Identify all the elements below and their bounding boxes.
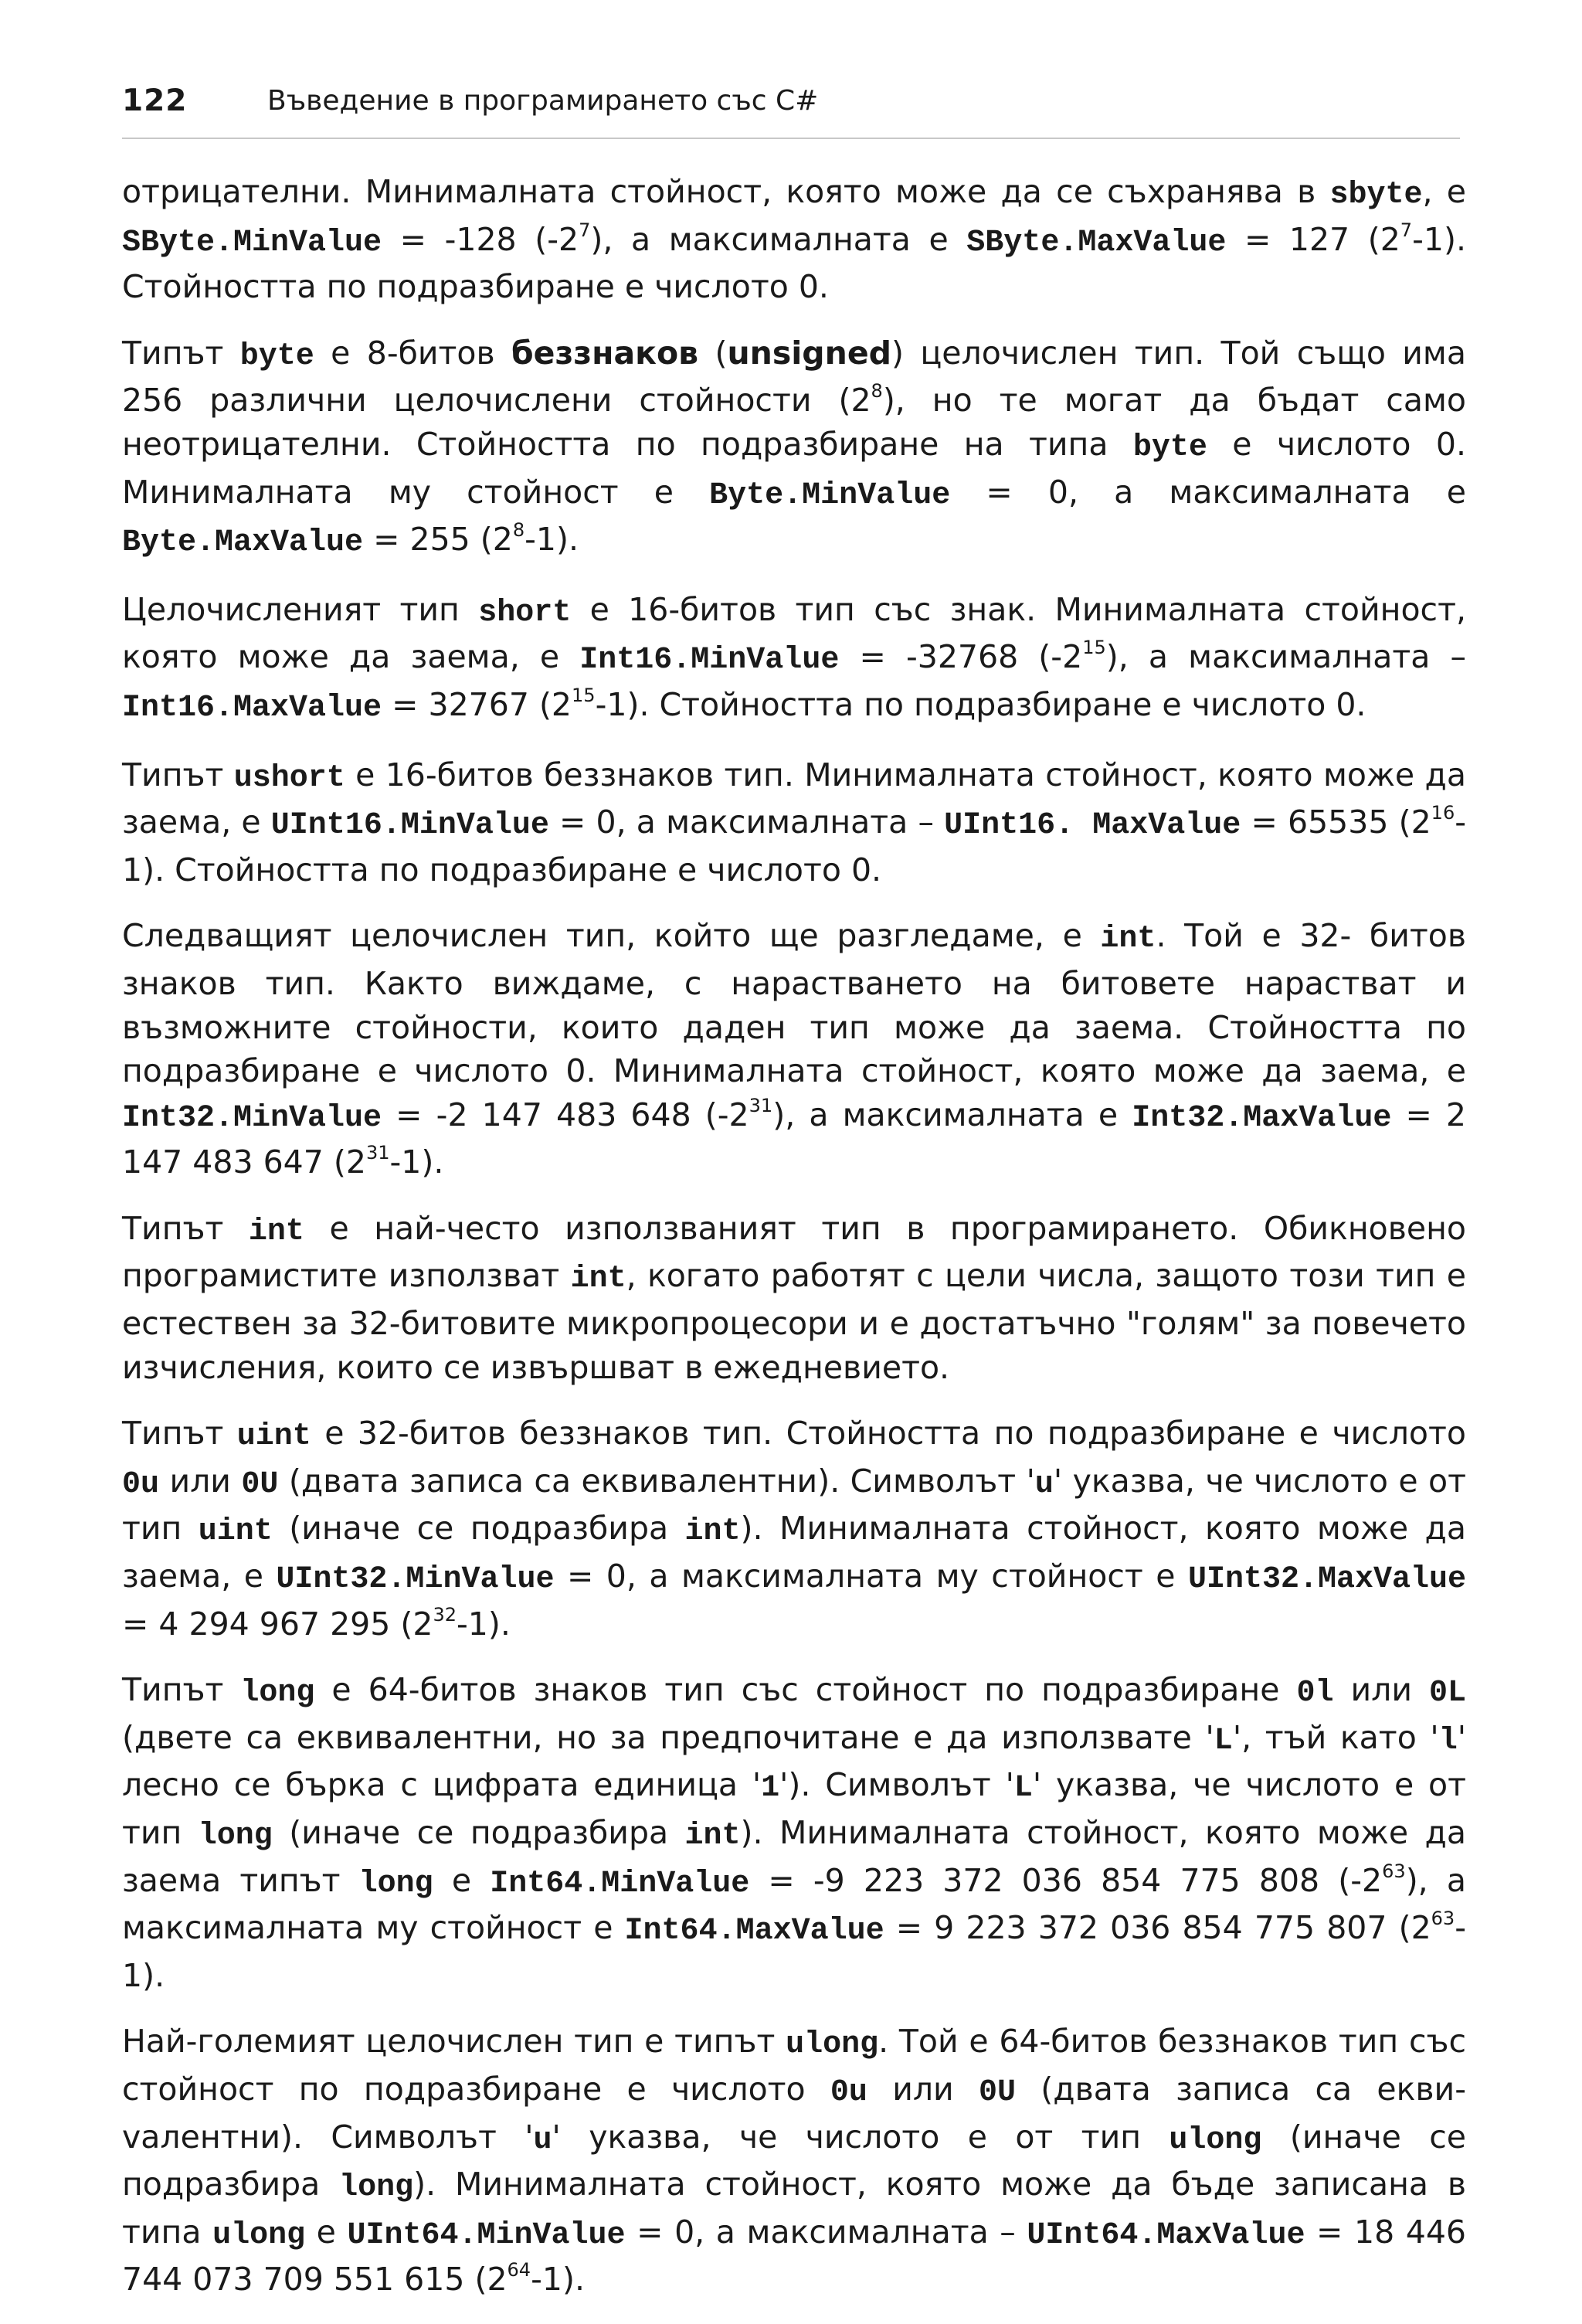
inline-code: 0u (830, 2074, 867, 2110)
inline-code: Int16.MaxValue (122, 690, 382, 725)
text-run: ), а максималната е (590, 220, 967, 258)
text-run: Типът (122, 756, 234, 793)
superscript-exponent: 15 (1082, 637, 1106, 659)
text-run: (иначе се подразбира (272, 1814, 685, 1851)
text-run: е числото 0. Минималната му стойност е (122, 425, 1466, 511)
inline-code: int (1100, 922, 1156, 957)
page-body (122, 170, 1466, 2324)
text-run: = 18 446 744 073 709 551 615 (2 (122, 2213, 1466, 2299)
inline-code: long (198, 1819, 273, 1853)
inline-code: byte (239, 338, 314, 374)
superscript-exponent: 15 (572, 684, 596, 706)
paragraph (122, 331, 1466, 566)
text-run: ). Минималната стойност, която може да заема типът (122, 1814, 1466, 1899)
text-run: ) целочислен тип. Той също има 256 различни целочислени стойности (2 (122, 334, 1466, 420)
text-run: е най-често използваният тип в програмирането. Обикновено програмистите използват (122, 1209, 1466, 1295)
text-run: (иначе се подразбира (122, 2118, 1466, 2203)
text-run: ). Минималната стойност, която може да заема, е (122, 1510, 1466, 1595)
text-run: . Той е 32- битов знаков тип. Както виждаме, с нарастването на битовете нарастват и възможните стойности, които даден тип може да заема. Стойността по подразбиране е числото 0. Минималната стойност, която може да заема, е (122, 917, 1466, 1090)
page-number: 122 (122, 83, 188, 118)
text-run: = 0, а максималната му стойност е (554, 1558, 1188, 1595)
inline-code: int (248, 1214, 304, 1249)
text-run: е 8-битов (314, 334, 512, 372)
text-run: = -2 147 483 648 (-2 (382, 1096, 749, 1133)
paragraph (122, 1207, 1466, 1389)
text-run: -1). Стойността по подразбиране е числото 0. (122, 804, 1467, 888)
inline-code: int (570, 1262, 626, 1297)
inline-code: long (339, 2170, 414, 2206)
text-run: е 64-битов знаков тип със стойност по подразбиране (314, 1671, 1297, 1709)
inline-code: sbyte (1329, 178, 1423, 212)
text-run: , когато работят с цели числа, защото този тип е естествен за 32-битовите микропроцесори и е достатъчно "голям" за повечето изчисления, които се извършват в ежедневието. (122, 1257, 1466, 1386)
superscript-exponent: 64 (507, 2259, 531, 2282)
inline-code: 0l (1296, 1676, 1334, 1711)
inline-code: L (1214, 1723, 1233, 1758)
text-run: = 0, а максималната – (625, 2213, 1027, 2251)
inline-code: uint (198, 1514, 273, 1550)
inline-code: 0u (122, 1466, 160, 1502)
superscript-exponent: 63 (1431, 1908, 1455, 1930)
inline-code: Byte.MinValue (709, 477, 951, 513)
inline-code: Int32.MinValue (122, 1100, 382, 1136)
text-run: отрицателни. Минималната стойност, която може да се съхранява в (122, 173, 1330, 210)
text-run: (двата записа са еквивалентни). Символът ' (278, 1462, 1035, 1500)
paragraph (122, 588, 1466, 731)
paragraph (122, 914, 1466, 1184)
text-run: -1). (457, 1605, 511, 1643)
inline-code: L (1013, 1771, 1033, 1806)
inline-code: ushort (233, 760, 345, 796)
inline-code: 1 (761, 1771, 780, 1806)
bold-term: беззнаков (511, 334, 699, 372)
inline-code: short (478, 595, 572, 630)
inline-code: UInt64.MaxValue (1027, 2217, 1305, 2253)
inline-code: UInt32.MinValue (276, 1562, 555, 1598)
inline-code: int (684, 1514, 741, 1550)
inline-code: u (533, 2122, 552, 2158)
text-run: = 65535 (2 (1241, 804, 1431, 841)
text-run: = 32767 (2 (382, 685, 572, 723)
inline-code: UInt64.MinValue (347, 2217, 626, 2253)
paragraph (122, 170, 1466, 309)
text-run: -1). (531, 2261, 585, 2299)
text-run: ' указва, че числото е от тип (122, 1766, 1466, 1851)
inline-code: ulong (212, 2217, 306, 2253)
text-run: . Той е 64-битов беззнаков тип със стойност по подразбиране е числото (122, 2023, 1466, 2108)
text-run: Типът (122, 1671, 241, 1709)
inline-code: byte (1132, 430, 1207, 465)
text-run: -1). Стойността по подразбиране е числото 0. (595, 685, 1366, 723)
inline-code: Int64.MinValue (490, 1866, 750, 1901)
text-run: (двата записа са еквиvалентни). Символът ' (122, 2070, 1466, 2156)
text-run: Типът (122, 1209, 249, 1247)
inline-code: UInt16.MinValue (270, 808, 549, 844)
text-run: (двете са еквивалентни, но за предпочитане е да използвате ' (122, 1718, 1214, 1756)
inline-code: int (684, 1819, 741, 1853)
text-run: = 0, а максималната – (548, 804, 945, 841)
text-run: = -128 (-2 (382, 220, 579, 258)
text-run: = -32768 (-2 (839, 638, 1083, 676)
superscript-exponent: 7 (579, 219, 591, 241)
superscript-exponent: 63 (1382, 1860, 1406, 1882)
text-run: = 2 147 483 647 (2 (122, 1096, 1467, 1181)
text-run: (иначе се подразбира (272, 1510, 685, 1548)
text-run: ' лесно се бърка с цифрата единица ' (122, 1718, 1466, 1804)
inline-code: l (1438, 1723, 1458, 1758)
paragraph (122, 1412, 1466, 1646)
text-run: -1). (122, 1909, 1466, 1994)
inline-code: ulong (786, 2027, 879, 2063)
text-run: е (305, 2213, 348, 2251)
text-run: ' указва, че числото е от тип (122, 1462, 1466, 1548)
text-run: ). Минималната стойност, която може да бъде записана в типа (122, 2166, 1466, 2251)
bold-term: unsigned (727, 334, 891, 372)
inline-code: UInt32.MaxValue (1187, 1562, 1466, 1598)
text-run: = 127 (2 (1226, 220, 1400, 258)
text-run: = -9 223 372 036 854 775 808 (-2 (749, 1861, 1383, 1899)
paragraph (122, 2020, 1466, 2302)
text-run: Типът (122, 334, 240, 372)
book-title: Въведение в програмирането със C# (267, 85, 819, 117)
text-run: -1). Стойността по подразбиране е числото 0. (122, 220, 1466, 306)
text-run: = 0, а максималната е (950, 473, 1466, 511)
text-run: е (433, 1861, 491, 1899)
text-run: , е (1422, 173, 1466, 210)
inline-code: u (1034, 1466, 1054, 1502)
inline-code: long (240, 1676, 315, 1711)
text-run: или (867, 2070, 979, 2108)
superscript-exponent: 31 (365, 1142, 390, 1164)
inline-code: 0U (241, 1466, 279, 1502)
paragraph (122, 1668, 1466, 1997)
text-run: е 32-битов беззнаков тип. Стойността по подразбиране е числото (311, 1415, 1466, 1452)
text-run: ), а максималната е (772, 1096, 1132, 1133)
text-run: -1). (525, 521, 579, 559)
text-run: Следващият целочислен тип, който ще разгледаме, е (122, 917, 1101, 955)
text-run: Типът (122, 1415, 237, 1452)
text-run: = 255 (2 (363, 521, 513, 559)
inline-code: Byte.MaxValue (122, 525, 364, 561)
text-run: ' указва, че числото е от тип (552, 2118, 1170, 2156)
inline-code: uint (236, 1419, 311, 1455)
text-run: е 16-битов беззнаков тип. Минималната стойност, която може да заема, е (122, 756, 1466, 841)
text-run: = 4 294 967 295 (2 (122, 1605, 433, 1643)
text-run: Най-големият целочислен тип е типът (122, 2023, 786, 2061)
text-run: ( (698, 334, 728, 372)
text-run: ), а максималната му стойност е (122, 1861, 1466, 1947)
inline-code: long (358, 1866, 433, 1901)
inline-code: ulong (1169, 2122, 1262, 2158)
superscript-exponent: 8 (512, 519, 525, 542)
text-run: '). Символът ' (779, 1766, 1014, 1804)
text-run: ), а максималната – (1105, 638, 1466, 676)
inline-code: Int16.MinValue (579, 643, 840, 678)
inline-code: SByte.MinValue (122, 225, 382, 260)
inline-code: Int64.MaxValue (624, 1914, 884, 1949)
superscript-exponent: 16 (1431, 802, 1455, 824)
text-run: или (1333, 1671, 1429, 1709)
text-run: -1). (389, 1143, 444, 1181)
inline-code: 0L (1428, 1676, 1466, 1711)
text-run: Целочисленият тип (122, 590, 479, 628)
text-run: ', тъй като ' (1232, 1718, 1439, 1756)
paragraph (122, 753, 1466, 892)
inline-code: Int32.MaxValue (1132, 1100, 1392, 1136)
inline-code: SByte.MaxValue (966, 225, 1227, 260)
text-run: ), но те могат да бъдат само неотрицателни. Стойността по подразбиране на типа (122, 382, 1466, 463)
page-header (122, 77, 1460, 139)
inline-code: 0U (978, 2074, 1016, 2110)
superscript-exponent: 8 (871, 380, 883, 403)
inline-code: UInt16. MaxValue (944, 808, 1241, 844)
superscript-exponent: 32 (433, 1603, 457, 1626)
text-run: = 9 223 372 036 854 775 807 (2 (884, 1909, 1431, 1947)
superscript-exponent: 7 (1400, 219, 1413, 241)
superscript-exponent: 31 (749, 1094, 773, 1116)
text-run: или (159, 1462, 242, 1500)
text-run: е 16-битов тип със знак. Минималната стойност, която може да заема, е (122, 590, 1466, 676)
